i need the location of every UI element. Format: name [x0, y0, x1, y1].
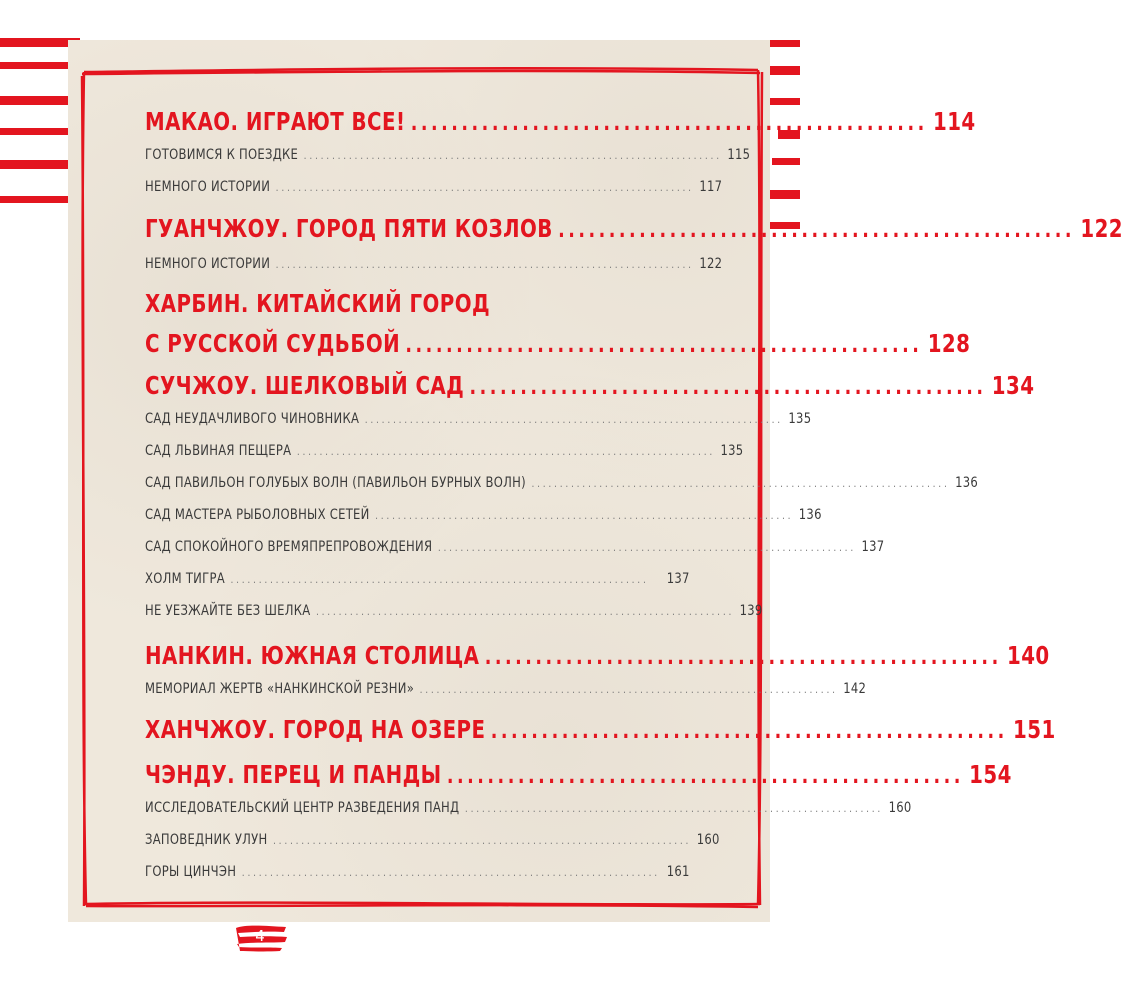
- toc-entry[interactable]: [145, 760, 1012, 789]
- toc-entry[interactable]: [145, 443, 744, 459]
- toc-entry-title: ХАРБИН. КИТАЙСКИЙ ГОРОД: [145, 289, 491, 318]
- toc-entry[interactable]: [145, 571, 690, 587]
- toc-entry[interactable]: [145, 475, 979, 491]
- left-stripe: [0, 196, 74, 203]
- leader-dots: ..........................................................................: [419, 683, 838, 696]
- toc-entry-title: САД НЕУДАЧЛИВОГО ЧИНОВНИКА: [145, 411, 360, 427]
- right-stripe: [772, 158, 800, 165]
- leader-dots: ...................................................: [490, 719, 1008, 744]
- toc-entry-page: 136: [798, 507, 822, 523]
- toc-entry-title: САД ПАВИЛЬОН ГОЛУБЫХ ВОЛН (ПАВИЛЬОН БУРНЫХ ВОЛН): [145, 475, 526, 491]
- leader-dots: ...................................................: [469, 375, 987, 400]
- page-number: 4: [255, 927, 265, 945]
- toc-entry-title: МЕМОРИАЛ ЖЕРТВ «НАНКИНСКОЙ РЕЗНИ»: [145, 681, 415, 697]
- toc-entry[interactable]: [145, 507, 822, 523]
- toc-entry-title: ГУАНЧЖОУ. ГОРОД ПЯТИ КОЗЛОВ: [145, 214, 553, 243]
- leader-dots: ..........................................................................: [303, 149, 722, 162]
- toc-entry-title: ЗАПОВЕДНИК УЛУН: [145, 832, 268, 848]
- toc-entry-title: ГОРЫ ЦИНЧЭН: [145, 864, 237, 880]
- toc-entry-page: 128: [927, 329, 971, 358]
- toc-entry-page: 137: [861, 539, 885, 555]
- toc-entry-title: СУЧЖОУ. ШЕЛКОВЫЙ САД: [145, 371, 465, 400]
- toc-entry[interactable]: [145, 800, 912, 816]
- leader-dots: ..........................................................................: [437, 541, 856, 554]
- toc-entry[interactable]: [145, 832, 720, 848]
- left-stripe: [0, 62, 72, 69]
- toc-entry[interactable]: [145, 179, 723, 195]
- toc-entry[interactable]: [145, 371, 1035, 400]
- toc-entry-page: 122: [699, 256, 723, 272]
- toc-entry-page: 154: [969, 760, 1012, 789]
- toc-entry-page: 117: [699, 179, 723, 195]
- toc-entry-title: НЕ УЕЗЖАЙТЕ БЕЗ ШЕЛКА: [145, 603, 311, 619]
- toc-entry-page: 142: [843, 681, 867, 697]
- toc-entry-title: САД МАСТЕРА РЫБОЛОВНЫХ СЕТЕЙ: [145, 507, 370, 523]
- toc-entry-title: САД ЛЬВИНАЯ ПЕЩЕРА: [145, 443, 292, 459]
- toc-entry-title: НЕМНОГО ИСТОРИИ: [145, 179, 271, 195]
- toc-entry-page: 115: [727, 147, 751, 163]
- leader-dots: ..........................................................................: [315, 605, 735, 618]
- right-stripe: [770, 66, 800, 75]
- left-stripe: [0, 160, 70, 169]
- toc-entry[interactable]: [145, 289, 971, 358]
- toc-entry-page: 140: [1006, 641, 1050, 670]
- toc-entry[interactable]: [145, 214, 1123, 243]
- leader-dots: ...................................................: [558, 218, 1076, 243]
- toc-entry-page: 139: [739, 603, 763, 619]
- leader-dots: ..........................................................................: [273, 834, 692, 847]
- leader-dots: ..........................................................................: [275, 181, 694, 194]
- toc-entry-title: НАНКИН. ЮЖНАЯ СТОЛИЦА: [145, 641, 480, 670]
- toc-entry[interactable]: [145, 539, 885, 555]
- toc-entry-title: САД СПОКОЙНОГО ВРЕМЯПРЕПРОВОЖДЕНИЯ: [145, 539, 433, 555]
- toc-entry-page: 160: [888, 800, 912, 816]
- page-number-badge: [232, 918, 292, 954]
- toc-entry-title: ЧЭНДУ. ПЕРЕЦ И ПАНДЫ: [145, 760, 442, 789]
- toc-entry-page: 160: [696, 832, 720, 848]
- toc-entry-title: ХАНЧЖОУ. ГОРОД НА ОЗЕРЕ: [145, 715, 486, 744]
- leader-dots: ..........................................................................: [364, 413, 783, 426]
- leader-dots: ...................................................: [405, 333, 923, 358]
- toc-entry-page: 134: [991, 371, 1035, 400]
- toc-entry-page: 122: [1080, 214, 1123, 243]
- toc-entry[interactable]: [145, 715, 1056, 744]
- leader-dots: ..........................................................................: [230, 573, 649, 586]
- toc-entry[interactable]: [145, 107, 976, 136]
- toc-entry-title: ИССЛЕДОВАТЕЛЬСКИЙ ЦЕНТР РАЗВЕДЕНИЯ ПАНД: [145, 800, 460, 816]
- leader-dots: ..........................................................................: [241, 866, 660, 879]
- toc-entry[interactable]: [145, 864, 690, 880]
- toc-entry-page: 135: [720, 443, 744, 459]
- toc-entry-page: 137: [666, 571, 690, 587]
- toc-entry-page: 114: [932, 107, 976, 136]
- toc-entry-title: НЕМНОГО ИСТОРИИ: [145, 256, 271, 272]
- toc-entry-title: С РУССКОЙ СУДЬБОЙ: [145, 329, 401, 358]
- toc-entry[interactable]: [145, 641, 1050, 670]
- toc-entry[interactable]: [145, 256, 723, 272]
- toc-entry-title: МАКАО. ИГРАЮТ ВСЕ!: [145, 107, 406, 136]
- toc-entry-page: 161: [666, 864, 690, 880]
- toc-entry-page: 136: [955, 475, 979, 491]
- toc-entry[interactable]: [145, 681, 867, 697]
- toc-entry-title: ГОТОВИМСЯ К ПОЕЗДКЕ: [145, 147, 299, 163]
- toc-entry-page: 151: [1013, 715, 1056, 744]
- left-stripe: [0, 96, 70, 105]
- left-stripe: [0, 128, 72, 135]
- leader-dots: ...................................................: [484, 645, 1002, 670]
- leader-dots: ...................................................: [410, 111, 928, 136]
- leader-dots: ..........................................................................: [531, 477, 950, 490]
- toc-entry-page: 135: [788, 411, 812, 427]
- leader-dots: ..........................................................................: [275, 258, 694, 271]
- leader-dots: ..........................................................................: [375, 509, 794, 522]
- leader-dots: ..........................................................................: [296, 445, 715, 458]
- toc-entry[interactable]: [145, 603, 763, 619]
- toc-entry-title: ХОЛМ ТИГРА: [145, 571, 225, 587]
- toc-entry[interactable]: [145, 147, 751, 163]
- leader-dots: ...................................................: [446, 764, 964, 789]
- toc-entry[interactable]: [145, 411, 812, 427]
- leader-dots: ..........................................................................: [464, 802, 884, 815]
